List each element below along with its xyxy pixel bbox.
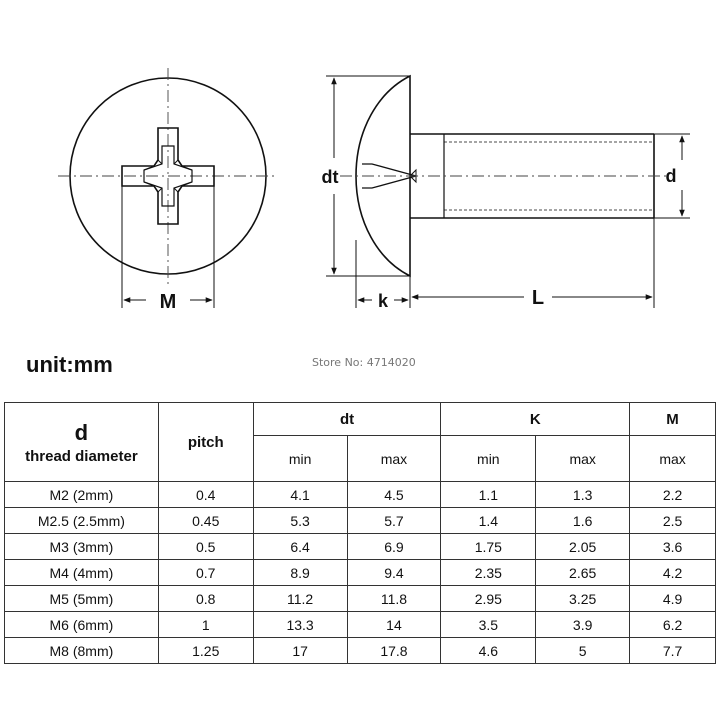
cell-d: M8 (8mm) — [5, 638, 159, 664]
header-pitch: pitch — [158, 403, 253, 482]
cell-k-max: 1.6 — [536, 508, 630, 534]
table-row — [5, 482, 716, 508]
l-label: L — [531, 287, 545, 309]
cell-d: M6 (6mm) — [5, 612, 159, 638]
cell-m-max: 2.5 — [630, 508, 716, 534]
cell-k-min: 4.6 — [441, 638, 536, 664]
header-m: M — [630, 403, 716, 436]
cell-k-max: 3.9 — [536, 612, 630, 638]
dt-label: dt — [321, 167, 339, 187]
cell-d: M4 (4mm) — [5, 560, 159, 586]
d-label: d — [665, 166, 677, 186]
unit-label: unit:mm — [26, 352, 113, 377]
cell-pitch: 0.45 — [158, 508, 253, 534]
table-row — [5, 508, 716, 534]
cell-dt-min: 8.9 — [253, 560, 347, 586]
cell-k-min: 2.95 — [441, 586, 536, 612]
cell-dt-max: 11.8 — [347, 586, 441, 612]
cell-d: M2.5 (2.5mm) — [5, 508, 159, 534]
cell-k-min: 2.35 — [441, 560, 536, 586]
cell-pitch: 1.25 — [158, 638, 253, 664]
cell-m-max: 4.2 — [630, 560, 716, 586]
header-thread-diameter — [5, 403, 159, 482]
cell-pitch: 1 — [158, 612, 253, 638]
cell-k-max: 5 — [536, 638, 630, 664]
cell-dt-min: 6.4 — [253, 534, 347, 560]
cell-k-max: 2.05 — [536, 534, 630, 560]
cell-d: M2 (2mm) — [5, 482, 159, 508]
header-k: K — [441, 403, 630, 436]
cell-dt-min: 11.2 — [253, 586, 347, 612]
header-k-min: min — [441, 436, 536, 482]
cell-d: M5 (5mm) — [5, 586, 159, 612]
head-top-view — [58, 68, 278, 286]
table-row — [5, 534, 716, 560]
cell-dt-min: 4.1 — [253, 482, 347, 508]
table-row — [5, 612, 716, 638]
cell-m-max: 3.6 — [630, 534, 716, 560]
cell-k-min: 1.1 — [441, 482, 536, 508]
cell-dt-max: 17.8 — [347, 638, 441, 664]
cell-dt-max: 4.5 — [347, 482, 441, 508]
cell-dt-max: 5.7 — [347, 508, 441, 534]
cell-pitch: 0.7 — [158, 560, 253, 586]
m-label: M — [159, 291, 177, 313]
cell-d: M3 (3mm) — [5, 534, 159, 560]
cell-pitch: 0.5 — [158, 534, 253, 560]
cell-k-max: 3.25 — [536, 586, 630, 612]
store-number: Store No: 4714020 — [312, 356, 416, 369]
cell-dt-max: 14 — [347, 612, 441, 638]
cell-k-min: 1.75 — [441, 534, 536, 560]
cell-pitch: 0.8 — [158, 586, 253, 612]
cell-dt-min: 17 — [253, 638, 347, 664]
cell-m-max: 7.7 — [630, 638, 716, 664]
header-dt-min: min — [253, 436, 347, 482]
cell-dt-max: 6.9 — [347, 534, 441, 560]
table-row — [5, 638, 716, 664]
header-m-max: max — [630, 436, 716, 482]
cell-dt-min: 13.3 — [253, 612, 347, 638]
header-d-desc: thread diameter — [25, 447, 138, 465]
dimension-table — [4, 402, 716, 664]
screw-technical-drawing — [0, 0, 720, 340]
cell-k-max: 2.65 — [536, 560, 630, 586]
header-d-symbol: d — [74, 419, 89, 445]
cell-k-min: 3.5 — [441, 612, 536, 638]
k-label: k — [377, 291, 389, 311]
cell-pitch: 0.4 — [158, 482, 253, 508]
cell-m-max: 2.2 — [630, 482, 716, 508]
cell-m-max: 4.9 — [630, 586, 716, 612]
header-k-max: max — [536, 436, 630, 482]
table-row — [5, 560, 716, 586]
cell-k-max: 1.3 — [536, 482, 630, 508]
cell-k-min: 1.4 — [441, 508, 536, 534]
header-dt-max: max — [347, 436, 441, 482]
table-row — [5, 586, 716, 612]
cell-m-max: 6.2 — [630, 612, 716, 638]
cell-dt-min: 5.3 — [253, 508, 347, 534]
cell-dt-max: 9.4 — [347, 560, 441, 586]
screw-side-view — [340, 76, 668, 276]
header-dt: dt — [253, 403, 441, 436]
